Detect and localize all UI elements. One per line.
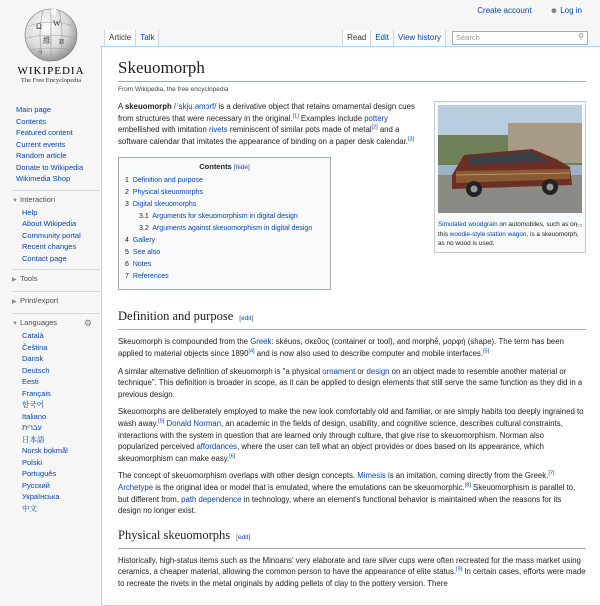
reference-link[interactable]: [9] [456, 566, 463, 573]
interaction-heading-label: Interaction [20, 194, 56, 204]
toc-text: Physical skeuomorphs [132, 189, 203, 197]
toc-text: Notes [132, 261, 152, 269]
pottery-link[interactable]: pottery [364, 113, 389, 123]
puzzle-globe-icon [23, 6, 79, 64]
toc-number: 3.2 [139, 225, 149, 233]
language-link-8[interactable]: עברית [22, 423, 42, 432]
tab-article[interactable]: Article [104, 30, 136, 46]
text: and a software calendar that imitates the appearance of binding on a paper desk calendar. [118, 125, 408, 146]
tools-heading-label: Tools [20, 274, 38, 283]
bold-term: skeuomorph [124, 102, 172, 111]
reference-link[interactable]: [2] [371, 124, 378, 131]
toc-number: 3.1 [139, 213, 149, 221]
print-heading-label: Print/export [20, 296, 59, 305]
svg-text:ウ: ウ [37, 51, 44, 57]
caption-text: on automobiles, such as on this [438, 221, 578, 238]
toc-number: 7 [125, 273, 129, 281]
sidebar-navigation [0, 104, 100, 185]
text: in technology, where an element's functional behavior is maintained when the reasons for its design no longer exist. [118, 494, 562, 516]
toc-number: 5 [125, 249, 129, 257]
search-placeholder: Search [456, 33, 480, 42]
language-link-15[interactable]: 中文 [22, 503, 37, 513]
sidebar-section-tools [12, 269, 100, 286]
caption-link-woodie[interactable]: woodie-style station wagon [449, 230, 527, 238]
design-link[interactable]: design [366, 366, 390, 376]
enlarge-icon[interactable]: ▭ [575, 222, 582, 229]
language-list [12, 330, 100, 514]
sidebar-item-wikimedia-shop[interactable]: Wikimedia Shop [16, 174, 71, 183]
interaction-list [12, 207, 100, 265]
text: Examples include [298, 113, 365, 123]
language-link-9[interactable]: 日本語 [22, 434, 45, 444]
triangle-down-icon: ▼ [12, 321, 18, 327]
language-link-14[interactable]: Українська [22, 492, 60, 501]
sidebar-item-community-portal[interactable]: Community portal [22, 230, 81, 240]
svg-text:W: W [53, 19, 61, 28]
section-title: Physical skeuomorphs [118, 527, 231, 542]
section-title: Definition and purpose [118, 309, 234, 324]
reference-link[interactable]: [5] [483, 348, 490, 355]
triangle-right-icon: ▶ [12, 277, 17, 283]
toc-item[interactable] [125, 223, 324, 235]
triangle-right-icon: ▶ [12, 299, 17, 305]
text: and is now also used to describe computer and mobile interfaces. [254, 348, 483, 358]
toc-text: Arguments against skeuomorphism in digital design [152, 225, 313, 233]
language-link-norsk-bokm-l[interactable]: Norsk bokmål [22, 446, 68, 455]
language-link-italiano[interactable]: Italiano [22, 411, 47, 421]
language-link-fran-ais[interactable]: Français [22, 388, 51, 398]
svg-text:維: 維 [43, 36, 51, 45]
personal-tools [469, 6, 582, 15]
text: , an academic in the fields of design, usability, and cognitive science, describes cultural constraints, interactions with the system in question that are learned only through culture, that give rise to skeuomorphism. Norman also popularized perceived [118, 418, 563, 452]
site-subtitle: From Wikipedia, the free encyclopedia [118, 86, 229, 93]
interaction-heading[interactable] [12, 194, 100, 207]
toc-text: Gallery [132, 237, 156, 245]
tab-view-history[interactable]: View history [394, 30, 446, 46]
toc-hide-toggle[interactable] [234, 164, 250, 171]
toc-item[interactable] [125, 247, 324, 259]
sidebar-item-contact-page[interactable]: Contact page [22, 253, 67, 263]
logo-wordmark: WIKIPEDIA [17, 65, 85, 77]
view-tabs [342, 30, 588, 46]
paragraph [118, 366, 586, 401]
tab-talk[interactable]: Talk [136, 30, 159, 46]
section-edit-link[interactable] [236, 534, 250, 541]
paragraph [118, 555, 586, 590]
reference-link[interactable]: [7] [548, 470, 555, 477]
reference-link[interactable]: [3] [407, 136, 415, 143]
text: on an object made to resemble another material or technique". This definition is broader in scope, as it can be applied to design elements that still serve the same function as they did in a previous design. [118, 366, 583, 399]
archetype-link[interactable]: Archetype [118, 482, 154, 492]
sidebar-item-current-events[interactable]: Current events [16, 139, 66, 149]
text: A [118, 102, 125, 111]
text: Skeuomorphism is parallel to, but different from, [118, 482, 576, 504]
login-link[interactable] [542, 6, 582, 15]
sidebar-item-help[interactable]: Help [22, 207, 38, 217]
bracket: [ [233, 164, 236, 172]
reference-link[interactable]: [6] [229, 453, 236, 460]
bracket: [ [239, 315, 242, 323]
toc-text: Arguments for skeuomorphism in digital design [152, 213, 298, 221]
reference-link[interactable]: [1] [292, 113, 299, 119]
sidebar-item-contents[interactable]: Contents [16, 116, 47, 126]
toc-item[interactable] [125, 199, 324, 211]
sidebar-item-donate-to-wikipedia[interactable]: Donate to Wikipedia [16, 162, 84, 172]
toc-number: 3 [125, 201, 129, 209]
search-icon[interactable]: ⚲ [578, 32, 584, 41]
section-heading-physical [118, 527, 586, 549]
toc-item[interactable] [125, 235, 324, 247]
text: or [355, 366, 367, 376]
toc-item[interactable] [125, 187, 324, 199]
text: In certain cases, efforts were made to recreate the rivets in the metal originals by adding pellets of clay to the pottery version. There [118, 567, 586, 588]
gear-icon[interactable]: ⚙ [83, 318, 92, 328]
mimesis-link[interactable]: Mimesis [357, 471, 386, 481]
path-dependence-link[interactable]: path dependence [181, 494, 242, 504]
svg-text:Ω: Ω [36, 22, 42, 31]
page-title: Skeuomorph [118, 57, 586, 82]
login-label: Log in [560, 6, 582, 15]
namespace-tabs [104, 30, 159, 46]
greek-link[interactable]: Greek [250, 337, 272, 347]
user-icon: ☻ [549, 6, 559, 15]
bracket: ] [248, 533, 251, 541]
text: A similar alternative definition of skeuomorph is "a physical [118, 366, 323, 376]
bracket: [ [236, 533, 238, 541]
tab-read[interactable]: Read [342, 30, 371, 46]
text: Skeuomorphs are deliberately employed to make the new look comfortably old and familiar, or are simply habits too deeply ingrained to wash away. [118, 407, 584, 428]
toc-text: References [132, 273, 169, 281]
text: The concept of skeuomorphism overlaps with other design concepts. [118, 471, 358, 481]
thumbnail-caption [438, 220, 582, 249]
reference-link[interactable]: [8] [464, 482, 471, 489]
toc-item[interactable] [125, 211, 324, 223]
toc-text: See also [132, 249, 161, 257]
tools-heading[interactable] [12, 273, 100, 286]
language-link-eesti[interactable]: Eesti [22, 377, 39, 386]
paragraph [118, 336, 586, 359]
language-link-e-tina[interactable]: Čeština [22, 342, 48, 352]
triangle-down-icon: ▼ [12, 197, 18, 204]
ornament-link[interactable]: ornament [322, 366, 356, 376]
svg-text:И: И [59, 38, 65, 46]
caption-link-woodgrain[interactable]: Simulated woodgrain [438, 221, 498, 228]
toc-item[interactable] [125, 175, 324, 187]
article-content [101, 46, 600, 606]
toc-number: 6 [125, 261, 129, 269]
create-account-link[interactable]: Create account [477, 6, 532, 15]
station-wagon-image[interactable] [438, 105, 582, 213]
toc-title-label: Contents [199, 162, 232, 172]
language-link-catal[interactable]: Català [22, 331, 44, 340]
ipa-link[interactable]: /ˈskjuːəmɔrf/ [173, 102, 217, 111]
language-link-deutsch[interactable]: Deutsch [22, 365, 50, 375]
toc-title [125, 162, 324, 171]
languages-heading[interactable] [12, 317, 100, 330]
toc-hide-label: hide [235, 164, 248, 172]
language-link-polski[interactable]: Polski [22, 457, 43, 467]
paragraph [118, 470, 586, 516]
toc-number: 2 [125, 189, 129, 197]
toc-text: Digital skeuomorphs [132, 201, 197, 209]
text: Skeuomorph is compounded from the [118, 337, 251, 347]
toc-number: 1 [125, 177, 129, 185]
language-link-13[interactable]: Русский [22, 480, 50, 490]
sidebar-section-print [12, 291, 100, 308]
text: is the original idea or model that is emulated, where the emulations can be skeuomorphic. [153, 482, 465, 492]
sidebar [0, 104, 100, 514]
sidebar-item-main-page[interactable]: Main page [16, 105, 52, 114]
text: is a derivative object that retains ornamental design cues from structures that were necessary in the original. [118, 102, 415, 123]
thumbnail [434, 101, 586, 253]
text: is an imitation, coming directly from the Greek. [385, 471, 549, 481]
toc-text: Definition and purpose [132, 177, 203, 185]
rivets-link[interactable]: rivets [209, 125, 228, 135]
toc-item[interactable] [125, 259, 324, 271]
text: Historically, high-status items such as the Minoans' very elaborate and rare silver cups were often recreated for the mass market using ceramics, a cheaper material, allowing the common person to have the appearance of elite status. [118, 555, 581, 577]
edit-label: edit [237, 533, 249, 541]
bracket: ] [247, 164, 250, 172]
affordances-link[interactable]: affordances [196, 442, 238, 452]
section-edit-link[interactable] [239, 315, 253, 322]
search-input[interactable] [452, 31, 588, 45]
sidebar-section-languages [12, 313, 100, 514]
sidebar-item-about-wikipedia[interactable]: About Wikipedia [22, 219, 77, 228]
text: , where the user can tell what an object provides or does based on its appearance, which skeuomorphism can make easy. [118, 442, 544, 463]
donald-norman-link[interactable]: Donald Norman [166, 418, 222, 428]
text: : skéuos, σκεῦος (container or tool), and morphḗ, μορφή (shape). The term has been applied to material objects since 1890 [118, 337, 564, 358]
text: embellished with imitation [118, 125, 210, 135]
paragraph [118, 406, 586, 464]
language-link-portugu-s[interactable]: Português [22, 469, 57, 478]
sidebar-section-interaction [12, 190, 100, 265]
print-heading[interactable] [12, 295, 100, 308]
sidebar-item-featured-content[interactable]: Featured content [16, 128, 73, 137]
sidebar-item-recent-changes[interactable]: Recent changes [22, 242, 77, 251]
bracket: ] [251, 315, 254, 323]
toc-list [125, 175, 324, 283]
reference-link[interactable]: [5] [158, 418, 165, 425]
reference-link[interactable]: [4] [248, 348, 255, 355]
language-link-6[interactable]: 한국어 [22, 400, 44, 409]
languages-heading-label: Languages [20, 318, 58, 327]
table-of-contents [118, 157, 331, 290]
tab-edit[interactable]: Edit [371, 30, 394, 46]
toc-item[interactable] [125, 271, 324, 283]
logo-tagline: The Free Encyclopedia [20, 77, 82, 84]
section-heading-definition [118, 308, 586, 330]
language-link-dansk[interactable]: Dansk [22, 354, 44, 363]
wikipedia-logo[interactable] [14, 6, 88, 84]
text: reminiscent of similar pots made of metal [227, 125, 372, 135]
toc-number: 4 [125, 237, 129, 245]
sidebar-item-random-article[interactable]: Random article [16, 151, 67, 160]
caption-text: , is a skeuomorph, as no wood is used. [438, 230, 579, 247]
edit-label: edit [241, 315, 252, 323]
